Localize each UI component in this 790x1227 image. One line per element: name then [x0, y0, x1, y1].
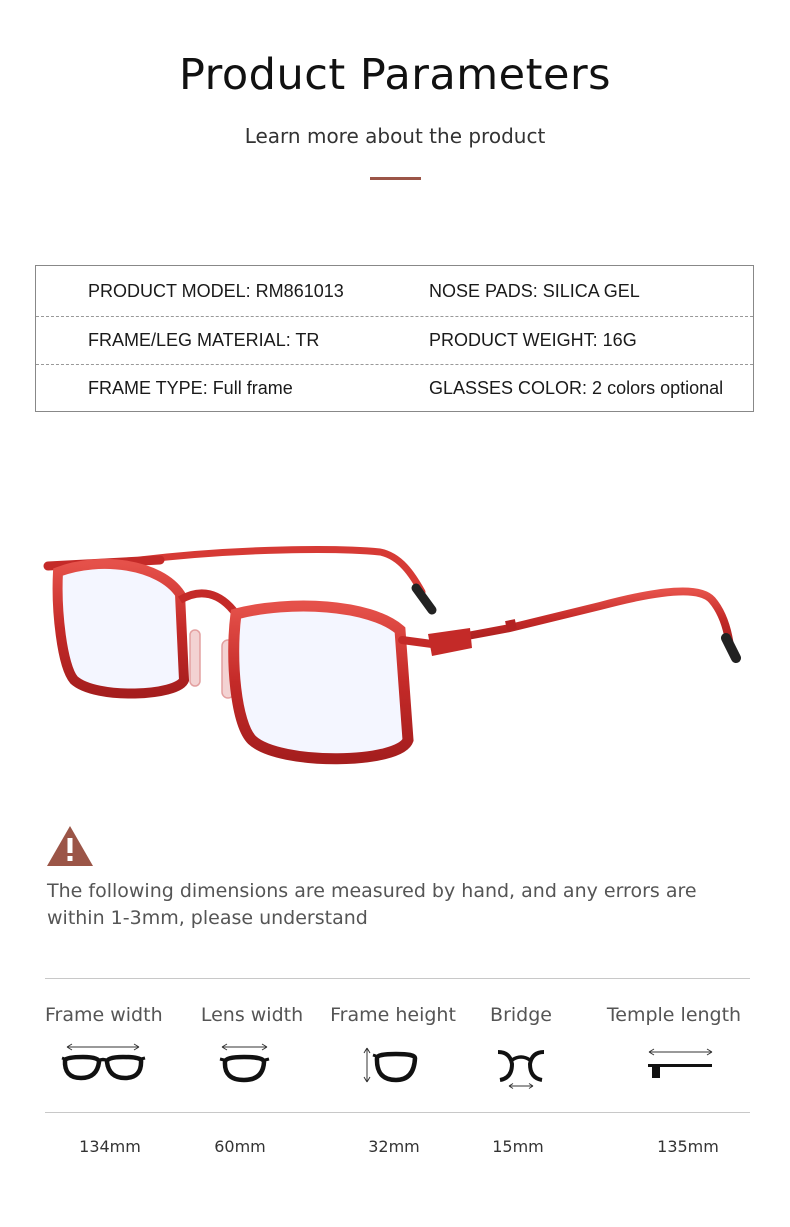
dimension-value-temple-length: 135mm [657, 1137, 719, 1156]
parameter-product-model: PRODUCT MODEL: RM861013 [88, 281, 344, 301]
warning-triangle-icon [47, 826, 93, 866]
parameter-row [36, 316, 753, 365]
lens-width-icon [219, 1042, 271, 1084]
divider-top [45, 978, 750, 979]
page-title: Product Parameters [178, 50, 612, 100]
dimension-label-temple-length: Temple length [606, 1004, 742, 1026]
dimension-label-frame-width: Frame width [45, 1004, 163, 1026]
parameter-product-weight: PRODUCT WEIGHT: 16G [429, 330, 637, 350]
parameters-table [35, 265, 754, 412]
frame-height-icon [362, 1042, 420, 1086]
measurement-notice: The following dimensions are measured by hand, and any errors are within 1-3mm, please understand [47, 880, 697, 929]
page-subtitle: Learn more about the product [244, 124, 546, 148]
dimension-label-lens-width: Lens width [200, 1004, 304, 1026]
bridge-icon [496, 1042, 546, 1090]
dimension-value-bridge: 15mm [492, 1137, 544, 1156]
frame-width-icon [61, 1042, 147, 1084]
parameter-row [36, 266, 753, 314]
dimension-label-bridge: Bridge [490, 1004, 552, 1026]
dimension-label-frame-height: Frame height [330, 1004, 456, 1026]
temple-length-icon [646, 1042, 716, 1084]
dimension-value-frame-width: 134mm [79, 1137, 141, 1156]
parameter-glasses-color: GLASSES COLOR: 2 colors optional [429, 378, 724, 398]
parameter-row [36, 364, 753, 413]
dimension-value-frame-height: 32mm [368, 1137, 420, 1156]
red-reading-glasses-icon [40, 530, 750, 790]
parameter-frame-type: FRAME TYPE: Full frame [88, 378, 293, 398]
parameter-frame-material: FRAME/LEG MATERIAL: TR [88, 330, 320, 350]
title-divider [370, 177, 421, 180]
parameter-nose-pads: NOSE PADS: SILICA GEL [429, 281, 640, 301]
dimension-value-lens-width: 60mm [214, 1137, 266, 1156]
divider-bottom [45, 1112, 750, 1113]
